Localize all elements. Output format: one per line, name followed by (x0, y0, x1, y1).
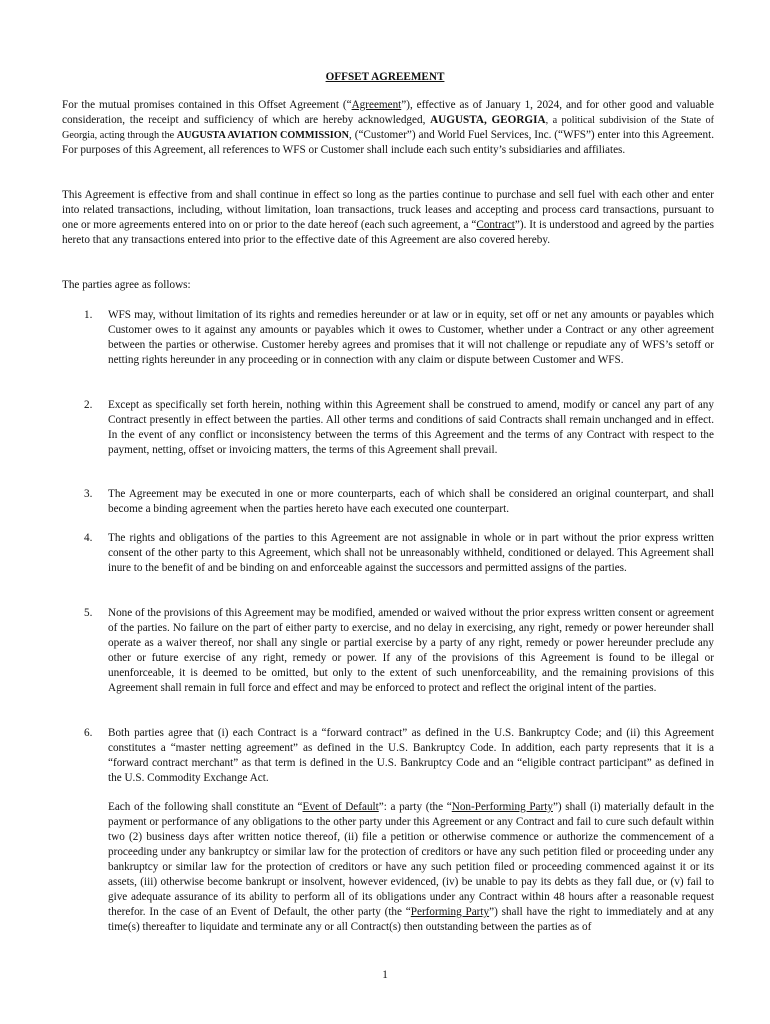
intro-text: ”), effective as of January 1, 2024, and for other good and valuable consideration, the receipt and sufficiency of which are hereby acknowledged, (62, 99, 715, 126)
defined-term-event-of-default: Event of Default (302, 801, 379, 813)
effective-text: This Agreement is effective from and shall continue in effect so long as the parties continue to purchase and sell fuel with each other and enter into related transactions, including, without limitation, loan transactions, truck leases and accepting and process card transactions, pursuant to one or more agreements entered into on or prior to the date hereof (each such agreement, a “ (62, 189, 714, 231)
clause-number: 6. (84, 727, 93, 739)
agree-intro: The parties agree as follows: (62, 279, 191, 291)
clause-text: The rights and obligations of the parties to this Agreement are not assignable in whole or in part without the prior express written consent of the other party to this Agreement, which shall not be unreasonably withheld, conditioned or delayed. This Agreement shall inure to the benefit of and be binding on and enforceable against the successors and permitted assigns of the parties. (108, 532, 714, 574)
defined-term-contract: Contract (476, 219, 515, 231)
defined-term-agreement: Agreement (351, 99, 402, 111)
event-of-default-paragraph (108, 800, 714, 935)
clause-number: 1. (84, 309, 93, 321)
party-augusta: AUGUSTA, GEORGIA (430, 114, 546, 126)
default-text: ”) shall have the right to immediately and at any time(s) thereafter to liquidate and terminate any or all Contract(s) then outstanding between the parties as of (108, 906, 714, 933)
clause-number: 3. (84, 488, 93, 500)
party-commission: AUGUSTA AVIATION COMMISSION (176, 130, 350, 141)
clause-text: None of the provisions of this Agreement may be modified, amended or waived without the prior express written consent or agreement of the parties. No failure on the part of either party to exercise, and no delay in exercising, any right, remedy or power hereunder shall operate as a waiver thereof, nor shall any single or partial exercise by a party of any right, remedy or power hereunder preclude any other or future exercise of any right, remedy or power. If any of the provisions of this Agreement is found to be illegal or unenforceable, it is deemed to be omitted, but only to the extent of such unenforceability, and the remaining provisions of this Agreement shall remain in full force and effect and may be enforced to protect and reflect the original intent of the parties. (108, 607, 714, 694)
document-title: OFFSET AGREEMENT (325, 71, 445, 83)
page-number: 1 (382, 969, 388, 981)
clause-number: 5. (84, 607, 93, 619)
effective-text: ”). It is understood and agreed by the parties hereto that any transactions entered into prior to the effective date of this Agreement are also covered hereby. (62, 219, 714, 246)
intro-paragraph (62, 98, 714, 158)
effective-paragraph (62, 188, 714, 248)
default-text: Each of the following shall constitute an “ (108, 801, 303, 813)
intro-text: , (“Customer”) and World Fuel Services, Inc. (“WFS”) enter into this Agreement. For purposes of this Agreement, all references to WFS or Customer shall include each such entity’s subsidiaries and affiliates. (62, 129, 714, 156)
defined-term-performing-party: Performing Party (410, 906, 490, 918)
clause-number: 2. (84, 399, 93, 411)
default-text: ”: a party (the “ (378, 801, 452, 813)
clause-number: 4. (84, 532, 93, 544)
clause-text: The Agreement may be executed in one or more counterparts, each of which shall be considered an original counterpart, and shall become a binding agreement when the parties hereto have each executed one counterpart. (108, 488, 714, 515)
clause-text: WFS may, without limitation of its rights and remedies hereunder or at law or in equity, set off or net any amounts or payables which Customer owes to it against any amounts or payables which it owes to Customer, whether under a Contract or any other agreement between the parties or otherwise. Customer hereby agrees and promises that it will not challenge or repudiate any of WFS’s setoff or netting rights hereunder in any proceeding or in connection with any claim or dispute between Customer and WFS. (108, 309, 714, 366)
clause-text: Both parties agree that (i) each Contract is a “forward contract” as defined in the U.S. Bankruptcy Code; and (ii) this Agreement constitutes a “master netting agreement” as defined in the U.S. Bankruptcy Code. In addition, each party represents that it is a “forward contract merchant” as that term is defined in the U.S. Bankruptcy Code and an “eligible contract participant” as defined in the U.S. Commodity Exchange Act. (108, 727, 714, 784)
default-text: ”) shall (i) materially default in the payment or performance of any obligations to the other party under this Agreement or any Contract and fail to cure such default within two (2) business days after written notice thereof, (ii) file a petition or otherwise commence or authorize the commencement of a proceeding under any bankruptcy or similar law for the protection of creditors or have any such petition filed or proceeding under any bankruptcy or similar law for the protection of creditors or have any such petition filed or proceeding commenced against it or its assets, (iii) otherwise become bankrupt or insolvent, however evidenced, (iv) be unable to pay its debts as they fall due, or (v) fail to give adequate assurance of its ability to perform all of its obligations under any Contract within 48 hours after a reasonable request therefor. In the case of an Event of Default, the other party (the “ (108, 801, 714, 918)
clause-text: Except as specifically set forth herein, nothing within this Agreement shall be construed to amend, modify or cancel any part of any Contract presently in effect between the parties. All other terms and conditions of said Contracts shall remain unchanged and in effect. In the event of any conflict or inconsistency between the terms of this Agreement and the terms of any Contract with respect to the payment, netting, offset or invoicing matters, the terms of this Agreement shall prevail. (108, 399, 714, 456)
intro-text: , a political subdivision of the State of Georgia, acting through the (62, 115, 715, 141)
defined-term-non-performing-party: Non-Performing Party (451, 801, 553, 813)
intro-text: For the mutual promises contained in this Offset Agreement (“ (62, 99, 352, 111)
